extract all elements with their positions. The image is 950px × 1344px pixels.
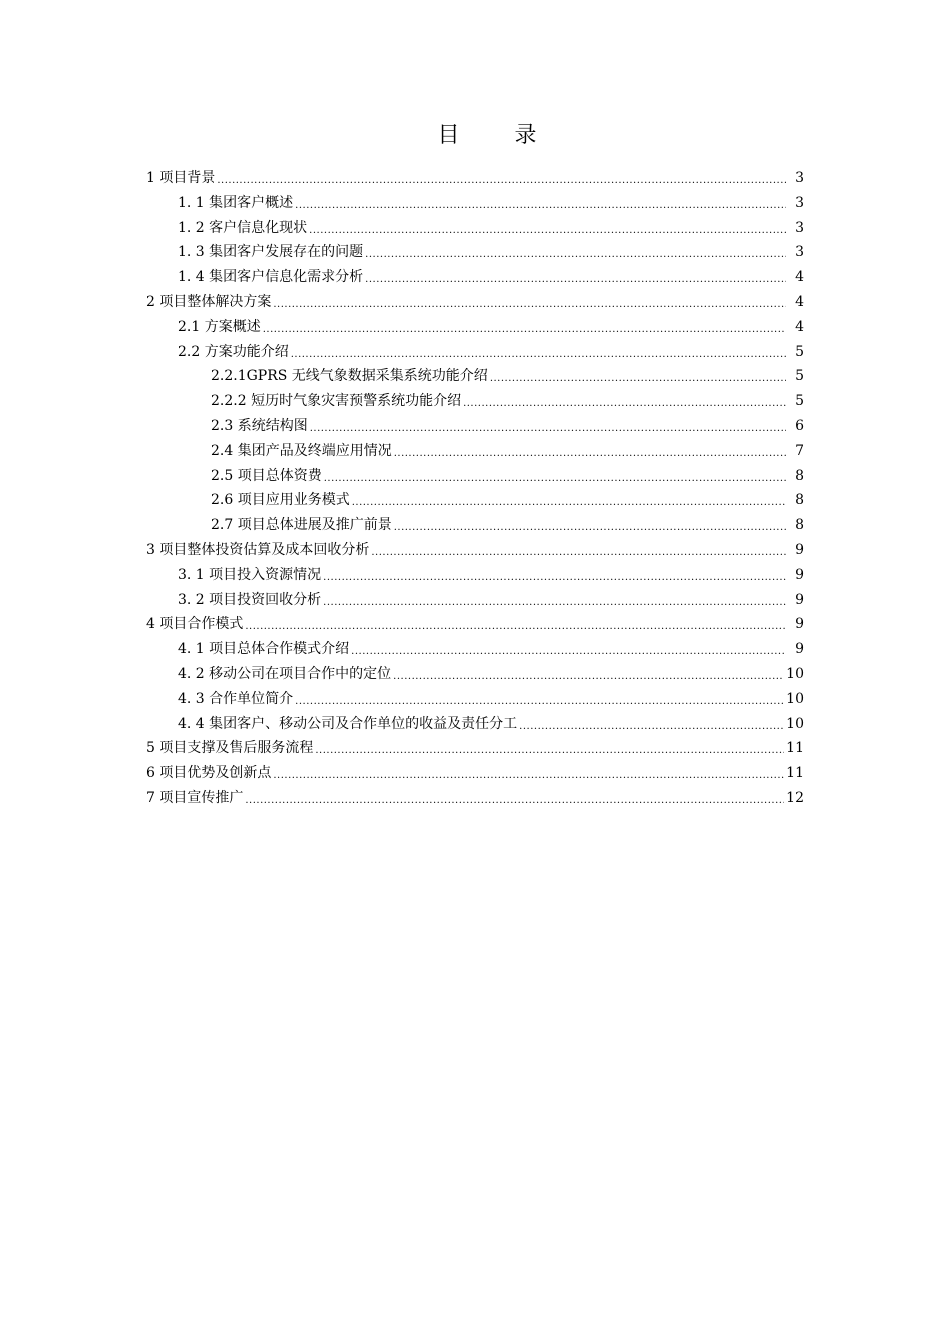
toc-title: 目 录 bbox=[437, 123, 561, 148]
toc-entry[interactable] bbox=[146, 612, 804, 637]
toc-page-number: 10 bbox=[786, 666, 804, 682]
toc-entry[interactable] bbox=[178, 662, 804, 687]
toc-page-number: 12 bbox=[786, 790, 804, 806]
toc-entry[interactable] bbox=[211, 439, 804, 464]
toc-entry[interactable] bbox=[211, 488, 804, 513]
toc-entry[interactable] bbox=[178, 712, 804, 737]
toc-page-number: 3 bbox=[795, 170, 804, 186]
toc-entry[interactable] bbox=[211, 464, 804, 489]
toc-page-number: 9 bbox=[795, 566, 804, 583]
toc-entry-label: 2.7 项目总体进展及推广前景 bbox=[211, 517, 392, 534]
toc-entry[interactable] bbox=[146, 538, 804, 563]
toc-entry[interactable] bbox=[178, 240, 804, 265]
toc-entry-label: 2 项目整体解决方案 bbox=[146, 294, 272, 310]
toc-page-number: 8 bbox=[795, 517, 804, 534]
toc-page-number: 9 bbox=[795, 641, 804, 658]
toc-entry-label: 2.5 项目总体资费 bbox=[211, 467, 322, 484]
toc-page-number: 7 bbox=[795, 442, 804, 459]
toc-page-number: 8 bbox=[795, 467, 804, 484]
toc-entry[interactable] bbox=[146, 736, 804, 761]
toc-entry[interactable] bbox=[178, 340, 804, 365]
toc-page-number: 4 bbox=[795, 318, 804, 335]
toc-page-number: 9 bbox=[795, 616, 804, 633]
toc-entry[interactable] bbox=[178, 588, 804, 613]
toc-entry[interactable] bbox=[211, 364, 804, 389]
toc-entry[interactable] bbox=[178, 191, 804, 216]
toc-entry-label: 4. 2 移动公司在项目合作中的定位 bbox=[178, 666, 392, 682]
toc-entry[interactable] bbox=[178, 563, 804, 588]
toc-entry[interactable] bbox=[146, 786, 804, 811]
toc-page-number: 8 bbox=[795, 492, 804, 509]
toc-entry-label: 2.2.2 短历时气象灾害预警系统功能介绍 bbox=[211, 393, 462, 410]
toc-page-number: 3 bbox=[795, 219, 804, 236]
toc-entry-label: 4. 4 集团客户、移动公司及合作单位的收益及责任分工 bbox=[178, 715, 518, 732]
toc-entry-label: 1. 1 集团客户概述 bbox=[178, 194, 294, 211]
toc-page-number: 9 bbox=[795, 591, 804, 608]
toc-entry-label: 2.1 方案概述 bbox=[178, 318, 261, 335]
toc-entry[interactable] bbox=[178, 265, 804, 290]
toc-entry-label: 4 项目合作模式 bbox=[146, 616, 244, 633]
toc-entry-label: 1. 4 集团客户信息化需求分析 bbox=[178, 269, 364, 286]
toc-entry-label: 1. 3 集团客户发展存在的问题 bbox=[178, 244, 364, 261]
toc-page-number: 3 bbox=[795, 194, 804, 211]
toc-page-number: 4 bbox=[795, 294, 804, 310]
toc-entry[interactable] bbox=[178, 315, 804, 340]
toc-entry-label: 5 项目支撑及售后服务流程 bbox=[146, 740, 314, 757]
toc-entry-label: 3. 1 项目投入资源情况 bbox=[178, 566, 322, 583]
toc-entry[interactable] bbox=[178, 637, 804, 662]
toc-entry-label: 3. 2 项目投资回收分析 bbox=[178, 591, 322, 608]
toc-entry-label: 4. 3 合作单位简介 bbox=[178, 690, 294, 707]
toc-page-number: 5 bbox=[795, 368, 804, 385]
toc-page-number: 3 bbox=[795, 244, 804, 261]
toc-page-number: 10 bbox=[786, 690, 804, 707]
toc-entry-label: 3 项目整体投资估算及成本回收分析 bbox=[146, 542, 370, 558]
toc-entry[interactable] bbox=[211, 389, 804, 414]
toc-entry-label: 1. 2 客户信息化现状 bbox=[178, 219, 308, 236]
toc-entry[interactable] bbox=[146, 290, 804, 315]
toc-entry-label: 7 项目宣传推广 bbox=[146, 790, 244, 806]
toc-page-number: 5 bbox=[795, 343, 804, 360]
toc-entry[interactable] bbox=[211, 513, 804, 538]
toc-leader-dots bbox=[245, 789, 784, 814]
toc-entry-label: 2.2.1GPRS 无线气象数据采集系统功能介绍 bbox=[211, 368, 488, 385]
toc-entry-label: 2.2 方案功能介绍 bbox=[178, 343, 289, 360]
toc-page-number: 6 bbox=[795, 418, 804, 434]
toc-page-number: 9 bbox=[795, 542, 804, 558]
toc-entry-label: 4. 1 项目总体合作模式介绍 bbox=[178, 641, 350, 658]
toc-page-number: 5 bbox=[795, 393, 804, 410]
toc-entry[interactable] bbox=[146, 166, 804, 191]
toc-page-number: 4 bbox=[795, 269, 804, 286]
toc-page-number: 11 bbox=[786, 765, 804, 782]
toc-entry[interactable] bbox=[178, 687, 804, 712]
toc-entry[interactable] bbox=[211, 414, 804, 439]
toc-entry[interactable] bbox=[146, 761, 804, 786]
toc-entry-label: 2.4 集团产品及终端应用情况 bbox=[211, 442, 392, 459]
toc-entry-label: 2.3 系统结构图 bbox=[211, 418, 308, 434]
toc-entry-label: 1 项目背景 bbox=[146, 170, 216, 186]
toc-page-number: 10 bbox=[786, 715, 804, 732]
toc-page-number: 11 bbox=[786, 740, 804, 757]
toc-entry-label: 6 项目优势及创新点 bbox=[146, 765, 272, 782]
toc-entry-label: 2.6 项目应用业务模式 bbox=[211, 492, 350, 509]
toc-entry[interactable] bbox=[178, 216, 804, 241]
